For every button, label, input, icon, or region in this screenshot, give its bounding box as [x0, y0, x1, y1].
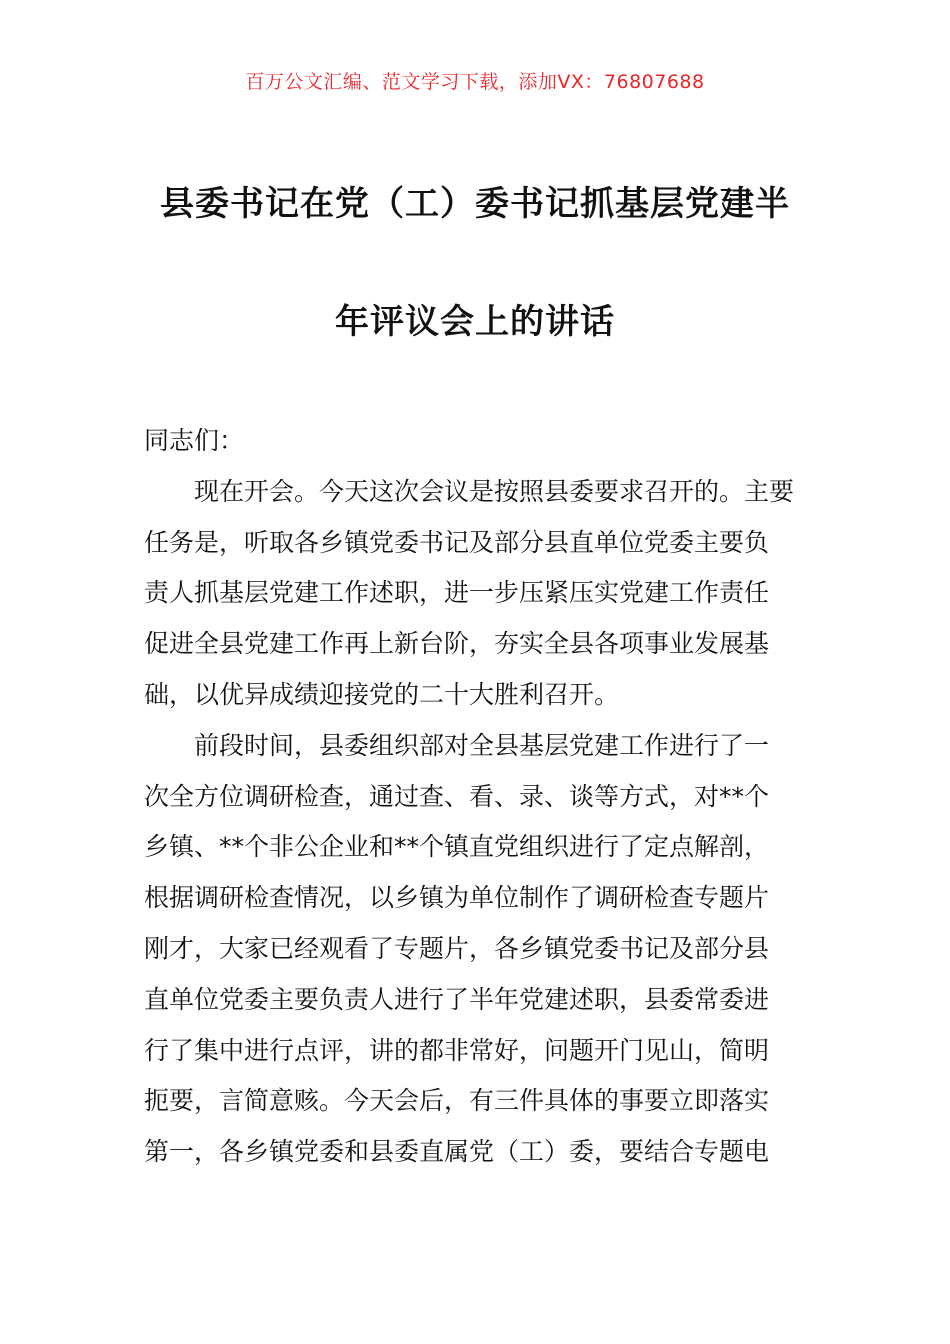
- header-watermark-note: 百万公文汇编、范文学习下载，添加VX：76807688: [245, 71, 705, 93]
- paragraph-2: [144, 721, 808, 1178]
- paragraph-line: 扼要，言简意赅。今天会后，有三件具体的事要立即落实: [144, 1086, 770, 1116]
- paragraph-line: 础，以优异成绩迎接党的二十大胜利召开。: [144, 679, 620, 709]
- paragraph-line: 乡镇、**个非公企业和**个镇直党组织进行了定点解剖，: [144, 832, 770, 862]
- paragraph-line: 根据调研检查情况，以乡镇为单位制作了调研检查专题片: [144, 883, 770, 913]
- paragraph-line: 任务是，听取各乡镇党委书记及部分县直单位党委主要负: [144, 527, 770, 557]
- paragraph-line: 刚才，大家已经观看了专题片，各乡镇党委书记及部分县: [144, 933, 770, 963]
- paragraph-line: 行了集中进行点评，讲的都非常好，问题开门见山，简明: [144, 1035, 770, 1065]
- document-body: [144, 416, 808, 1178]
- salutation: 同志们：: [144, 426, 245, 455]
- paragraph-line: 前段时间，县委组织部对全县基层党建工作进行了一: [194, 730, 770, 760]
- paragraph-line: 次全方位调研检查，通过查、看、录、谈等方式，对**个: [144, 781, 770, 811]
- document-title-line-1: 县委书记在党（工）委书记抓基层党建半: [160, 184, 790, 224]
- paragraph-line: 促进全县党建工作再上新台阶，夯实全县各项事业发展基: [144, 629, 770, 659]
- paragraph-1: [144, 467, 808, 721]
- paragraph-line: 责人抓基层党建工作述职，进一步压紧压实党建工作责任: [144, 578, 770, 608]
- document-title-line-2: 年评议会上的讲话: [335, 302, 615, 342]
- paragraph-line: 现在开会。今天这次会议是按照县委要求召开的。主要: [194, 476, 795, 506]
- paragraph-line: 第一，各乡镇党委和县委直属党（工）委，要结合专题电: [144, 1137, 770, 1167]
- paragraph-line: 直单位党委主要负责人进行了半年党建述职，县委常委进: [144, 984, 770, 1014]
